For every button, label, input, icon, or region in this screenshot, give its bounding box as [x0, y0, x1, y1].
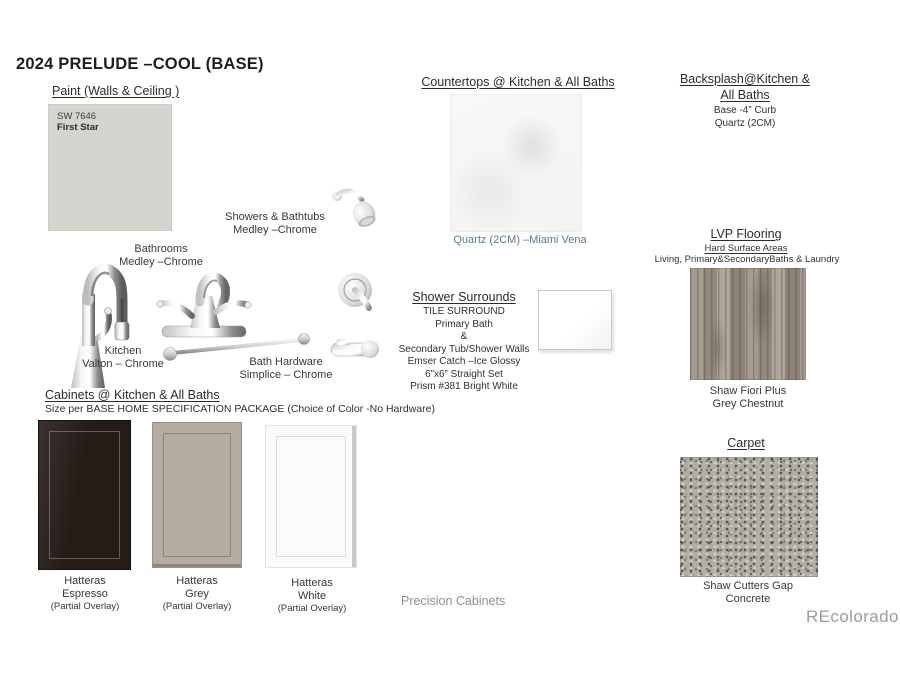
shower-fixture-label [222, 211, 328, 237]
recolorado-watermark: REcolorado [806, 607, 899, 626]
paint-swatch [48, 104, 172, 231]
cabinet-door-white [265, 425, 357, 568]
shower-fixture-room: Showers & Bathtubs [225, 211, 325, 223]
backsplash-section [672, 72, 818, 130]
cabinet-label-espresso [30, 575, 140, 613]
lvp-areas: Living, Primary&SecondaryBaths & Laundry [654, 254, 840, 265]
cabinet-series: Hatteras [64, 575, 106, 587]
kitchen-fixture-model: Valton – Chrome [82, 358, 164, 370]
cabinet-door-grey [152, 422, 242, 568]
cabinet-series: Hatteras [291, 577, 333, 589]
shower-surrounds-heading: Shower Surrounds [412, 290, 516, 304]
cabinet-overlay: (Partial Overlay) [162, 601, 232, 612]
shower-tile-sample [538, 290, 612, 350]
lvp-heading: LVP Flooring [710, 227, 782, 241]
spec-line: TILE SURROUND [423, 306, 505, 317]
backsplash-detail-1: Base -4” Curb [713, 105, 777, 116]
backsplash-heading-2: All Baths [720, 88, 770, 102]
spec-line: Secondary Tub/Shower Walls [398, 343, 530, 355]
countertop-sample [450, 94, 582, 232]
cabinet-door-panel [276, 436, 346, 557]
lvp-caption [686, 385, 810, 411]
shower-trim-image [324, 180, 386, 382]
carpet-caption [682, 580, 814, 606]
spec-line: Primary Bath [435, 318, 493, 330]
spec-line: Emser Catch –Ice Glossy [407, 356, 521, 367]
backsplash-detail-2: Quartz (2CM) [714, 117, 776, 129]
bath-hardware-model: Simplice – Chrome [239, 369, 333, 381]
lvp-color: Grey Chestnut [712, 398, 784, 410]
backsplash-heading-1: Backsplash@Kitchen & [679, 72, 811, 86]
carpet-sample [680, 457, 818, 577]
cabinet-overlay: (Partial Overlay) [50, 601, 120, 612]
bathroom-fixture-room: Bathrooms [134, 243, 188, 255]
kitchen-fixture-room: Kitchen [104, 345, 142, 357]
bathroom-fixture-model: Medley –Chrome [119, 256, 203, 268]
carpet-heading: Carpet [727, 436, 765, 450]
cabinets-heading: Cabinets @ Kitchen & All Baths [45, 388, 220, 402]
cabinet-vendor: Precision Cabinets [401, 594, 506, 608]
spec-line: & [460, 331, 468, 342]
cabinet-door-espresso [38, 420, 131, 570]
paint-heading: Paint (Walls & Ceiling ) [52, 84, 180, 98]
lvp-subheading: Hard Surface Areas [704, 243, 788, 254]
paint-name: First Star [57, 122, 99, 133]
carpet-color: Concrete [725, 593, 771, 605]
lvp-sample [690, 268, 806, 380]
cabinet-door-panel [49, 431, 120, 559]
countertop-caption: Quartz (2CM) –Miami Vena [453, 234, 587, 246]
cabinet-door-panel [163, 433, 231, 557]
page-title: 2024 PRELUDE –COOL (BASE) [16, 55, 264, 73]
cabinet-overlay: (Partial Overlay) [277, 603, 347, 614]
lvp-product: Shaw Fiori Plus [709, 385, 787, 397]
cabinet-label-white [256, 577, 368, 615]
paint-code: SW 7646 [57, 111, 97, 122]
bath-hardware-label [230, 356, 342, 382]
cabinet-series: Hatteras [176, 575, 218, 587]
cabinets-subheading: Size per BASE HOME SPECIFICATION PACKAGE (Choice of Color -No Hardware) [45, 403, 435, 415]
spec-line: 6”x6” Straight Set [425, 368, 503, 380]
countertops-heading: Countertops @ Kitchen & All Baths [421, 75, 615, 89]
bath-hardware-type: Bath Hardware [249, 356, 323, 368]
shower-fixture-model: Medley –Chrome [233, 224, 317, 236]
cabinet-color: Espresso [62, 588, 108, 600]
cabinet-color: White [297, 590, 327, 602]
carpet-product: Shaw Cutters Gap [703, 580, 793, 592]
cabinet-label-grey [142, 575, 252, 613]
cabinet-color: Grey [185, 588, 209, 600]
shower-surrounds-specs [383, 306, 545, 394]
spec-line: Prism #381 Bright White [410, 381, 518, 392]
